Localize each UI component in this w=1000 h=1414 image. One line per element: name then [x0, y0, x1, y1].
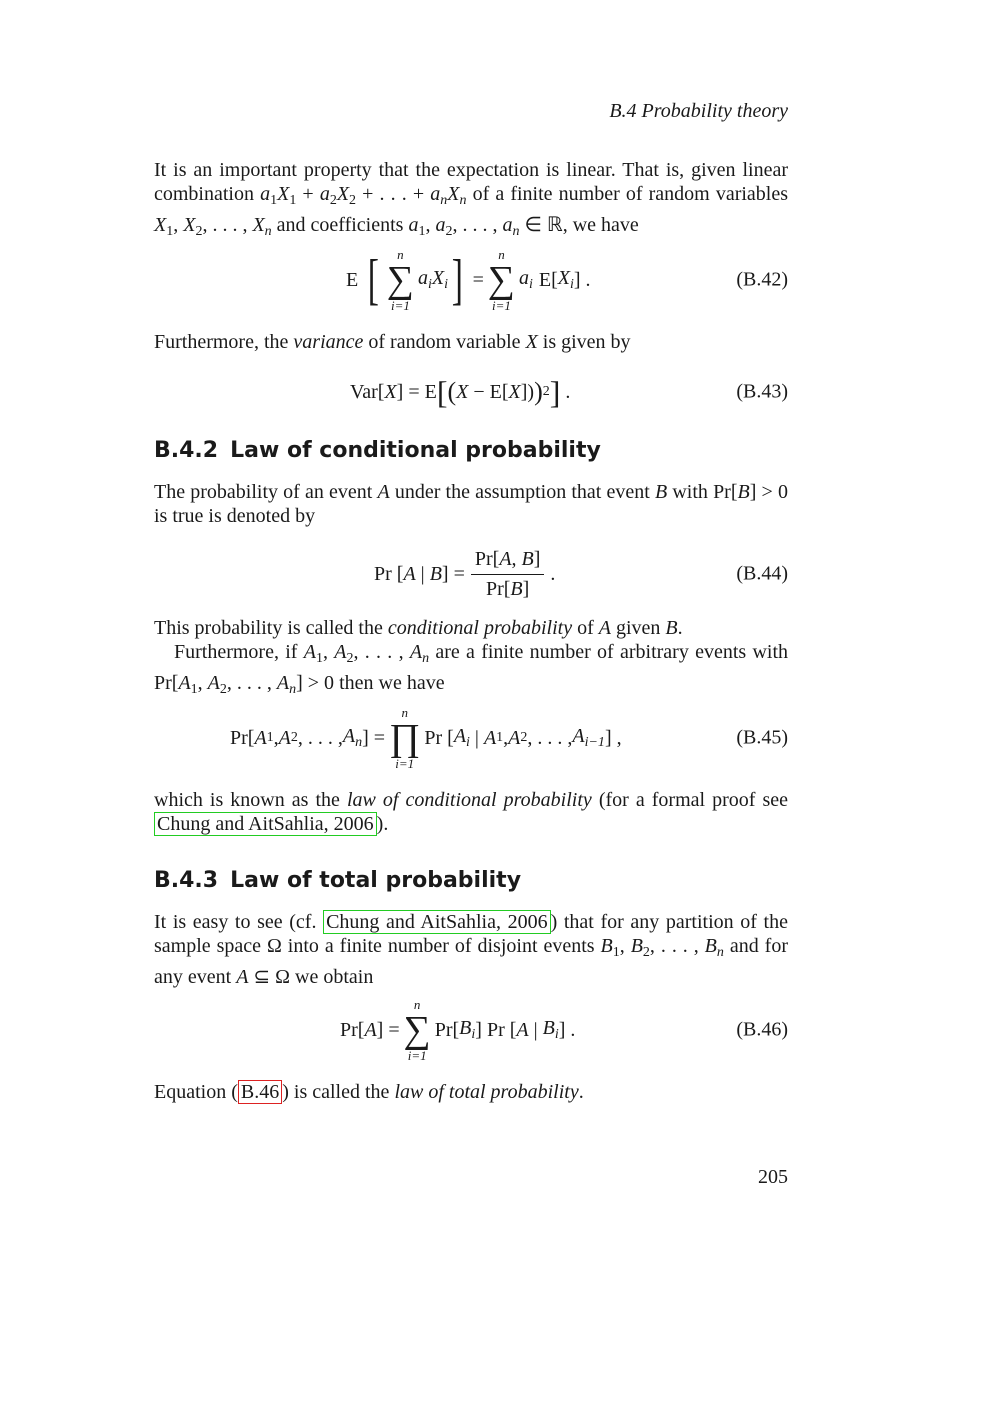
equation-b44: Pr [ A | B ] = $\frac{Pr[A, B]}{Pr[B]}$ . (B.44)	[374, 547, 788, 600]
section-heading-b42: B.4.2 Law of conditional probability	[154, 438, 601, 463]
conditional-paragraph: The probability of an event A under the assumption that event B with Pr[B] > 0 is true is denoted by	[154, 481, 788, 527]
page-number: 205	[758, 1166, 788, 1188]
equation-reference-link[interactable]: B.46	[238, 1080, 282, 1104]
variance-paragraph: Furthermore, the variance of random variable X is given by	[154, 331, 631, 353]
citation-link[interactable]: Chung and AitSahlia, 2006	[323, 910, 551, 934]
equation-b42: E [ n ∑ i=1 $a_iX_i$ ] = n ∑ i=1 $a_i$ E[ $X_i$ ] . (B.42)	[346, 247, 788, 313]
running-head: B.4 Probability theory	[609, 100, 788, 122]
equation-reference-paragraph: Equation ( B.46 ) is called the law of total probability.	[154, 1081, 584, 1103]
equation-tag: (B.45)	[736, 726, 788, 749]
equation-tag: (B.44)	[736, 562, 788, 585]
equation-tag: (B.43)	[736, 380, 788, 403]
equation-b45: Pr[ A 1 , A 2 , . . . , $A_n$ ] = n ∏ i=1 Pr [ $A_i$ | A 1 , A 2 , . . . , $A_{i-1}$ ] , (B.45)	[230, 705, 788, 771]
section-heading-b43: B.4.3 Law of total probability	[154, 868, 522, 893]
conditional-law-paragraph: which is known as the law of conditional probability (for a formal proof see Chung and AitSahlia, 2006 ).	[154, 789, 788, 835]
equation-b46: Pr[ A ] = n ∑ i=1 Pr[ $B_i$ ] Pr [ A | $B_i$ ] . (B.46)	[340, 997, 788, 1063]
equation-b43: Var[ X ] = E [ ( X − E[ X ]) ) 2 ] . (B.43)	[350, 374, 788, 410]
citation-link[interactable]: Chung and AitSahlia, 2006	[154, 812, 377, 836]
total-probability-paragraph: It is easy to see (cf. Chung and AitSahlia, 2006 ) that for any partition of the sample space Ω into a finite number of disjoint events $B_1$, $B_2$, . . . , $B_n$ and for any event A ⊆ Ω we obtain	[154, 911, 788, 988]
equation-tag: (B.42)	[736, 268, 788, 291]
intro-paragraph: It is an important property that the expectation is linear. That is, given linear combination $a_1X_1 + a_2X_2$ + . . . + $a_nX_n$ of a finite number of random variables $X_1$, $X_2$, . . . , $X_n$ and coefficients $a_1$, $a_2$, . . . , $a_n$ ∈ ℝ, we have	[154, 159, 789, 239]
conditional-definition-paragraph: This probability is called the conditional probability of A given B. Furthermore, if $A_1$, $A_2$, . . . , $A_n$ are a finite number of arbitrary events with $Pr[A_1$, $A_2$, . . . , $A_n] > 0$ then we have	[154, 617, 789, 697]
equation-tag: (B.46)	[736, 1018, 788, 1041]
